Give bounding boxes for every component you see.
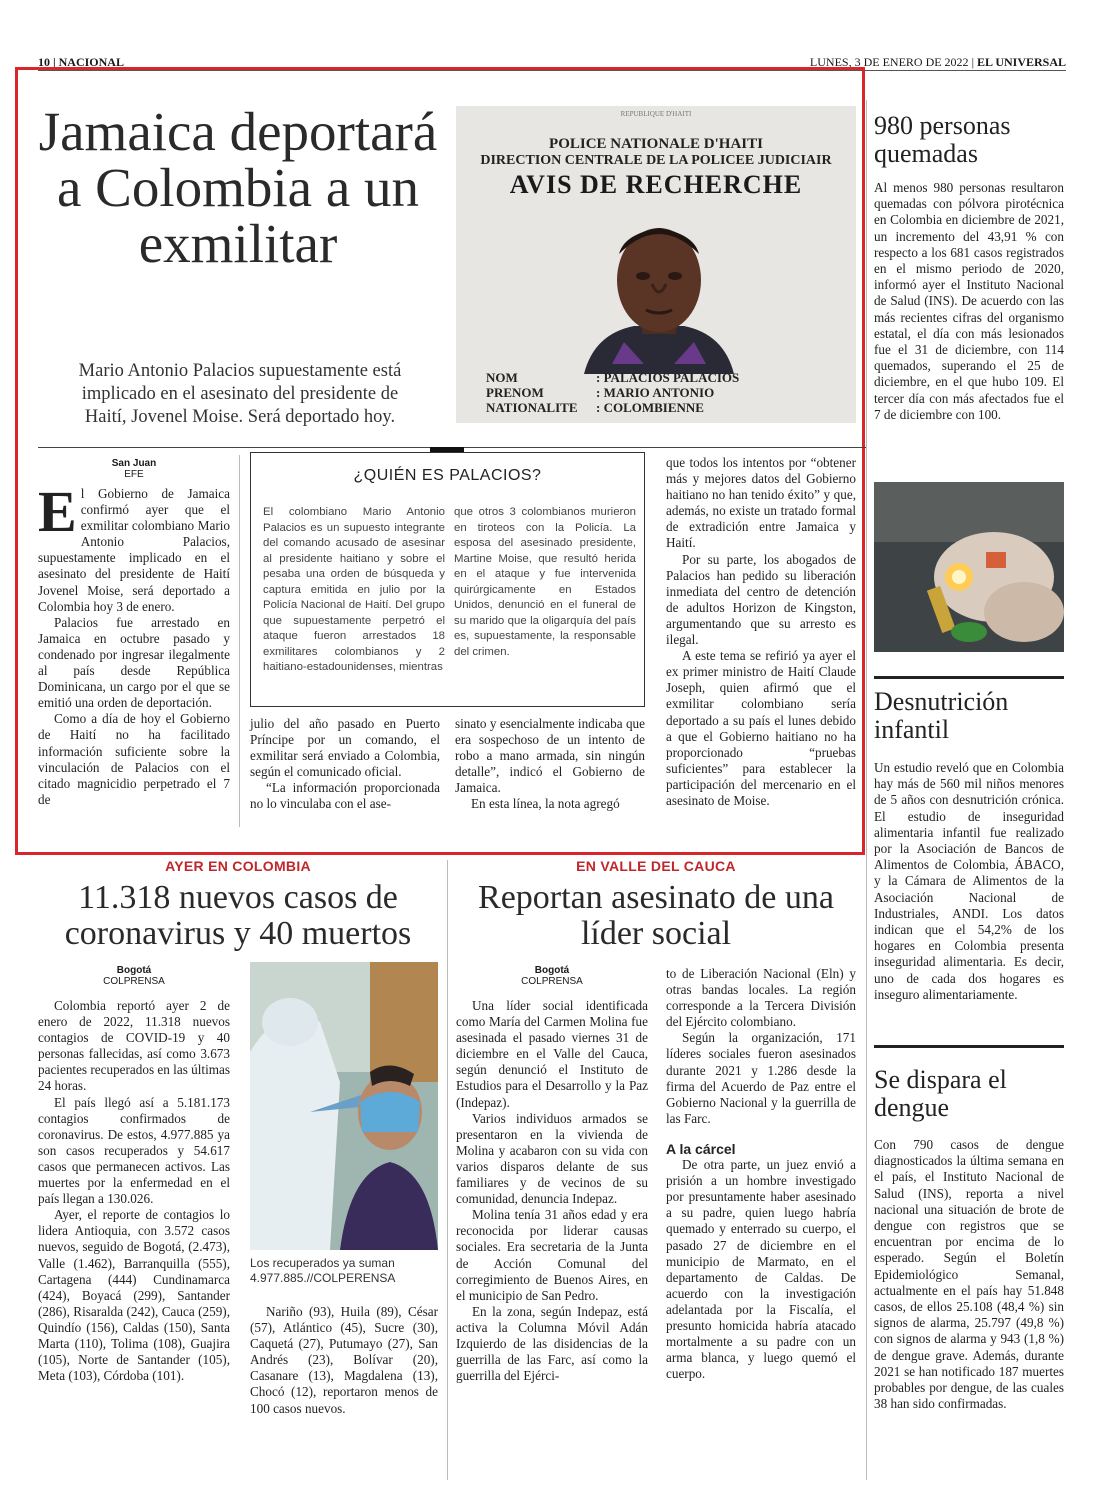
poster-row: NOM : PALACIOS PALACIOS	[486, 370, 740, 385]
valle-byline	[456, 965, 648, 987]
masthead-date-paper: LUNES, 3 DE ENERO DE 2022 | EL UNIVERSAL	[809, 55, 1066, 69]
paragraph: Colombia reportó ayer 2 de enero de 2022, 11.318 nuevos contagios de COVID-19 y 40 personas fallecidas, así como 3.673 pacientes recuperados en las últimas 24 horas.	[38, 998, 230, 1094]
paragraph: sinato y esencialmente indicaba que era sospechoso de un intento de robo a mano armada, sin ningún detalle”, indicó el Gobierno de Jamaica.	[455, 716, 645, 796]
byline-agency: EFE	[124, 469, 144, 480]
main-headline: Jamaica deportará a Colombia a un exmilitar	[38, 101, 438, 274]
poster-line-2: DIRECTION CENTRALE DE LA POLICEE JUDICIAIR	[480, 153, 832, 168]
poster-line-1: POLICE NATIONALE D'HAITI	[549, 136, 763, 152]
page-section: 10 | NACIONAL	[38, 55, 124, 69]
valle-column-2	[666, 966, 856, 1382]
covid-column-1	[38, 998, 230, 1384]
burns-headline: 980 personas quemadas	[874, 111, 1011, 168]
fireworks-hand-photo	[874, 482, 1064, 652]
paragraph: Molina tenía 31 años edad y era reconocida por liderar causas sociales. Era secretaria de la Junta de Acción Comunal del corregimiento de Buenos Aires, en el municipio de San Pedro.	[456, 1207, 648, 1303]
poster-data-rows	[486, 370, 846, 415]
byline-agency: COLPRENSA	[103, 976, 165, 987]
main-deck: Mario Antonio Palacios supuestamente está implicado en el asesinato del presidente de Haití, Jovenel Moise. Será deportado hoy.	[78, 361, 402, 427]
drop-cap: E	[38, 479, 77, 544]
right-separator	[874, 676, 1064, 679]
burns-text: Al menos 980 personas resultaron quemadas con pólvora pirotécnica en Colombia en diciembre de 2021, un incremento del 43,91 % con respecto a los 681 casos registrados en el mismo periodo de 2020, informó ayer el Instituto Nacional de Salud (INS). De acuerdo con las más recientes cifras del organismo estatal, el día con más lesionados fue el 31 de diciembre, con 114 quemados, superando el 25 de diciembre, en el que hubo 109. El tercer día con más afectados fue el 7 de diciembre con 100.	[874, 180, 1064, 422]
byline-agency: COLPRENSA	[521, 976, 583, 987]
box-column-1: El colombiano Mario Antonio Palacios es un supuesto integrante del comando acusado de asesinar al presidente haitiano y sobre el pesaba una orden de búsqueda y captura emitida en julio por la Policía Nacional de Haití. Del grupo que supuestamente perpetró el ataque fueron arrestados 18 exmilitares colombianos y 2 haitiano-estadounidenses, mientras	[263, 506, 445, 673]
dengue-text: Con 790 casos de dengue diagnosticados la última semana en el país, el Instituto Nacional de Salud (INS), reporta a nivel nacional una situación de brote de dengue con registros que se encuentran por encima de lo esperado. Según el Boletín Epidemiológico Semanal, actualmente en el país hay 51.848 casos, de ellos 25.108 (48,4 %) sin signos de alarma, 25.797 (49,8 %) con signos de alarma y 943 (1,8 %) de dengue grave. Además, durante 2021 se han notificado 187 muertes probables por dengue, de las cuales 38 han sido confirmadas.	[874, 1137, 1064, 1412]
valle-column-1	[456, 998, 648, 1384]
malnutrition-text: Un estudio reveló que en Colombia hay más de 560 mil niños menores de 5 años con desnutrición crónica. El estudio de inseguridad alimentaria infantil fue realizado por la Asociación de Bancos de Alimentos de Colombia, ÁBACO, y la Cámara de Alimentos de la Asociación Nacional de Industriales, ANDI. Los datos indican que el 54,2% de los hogares en Colombia presenta inseguridad alimentaria. Es decir, uno de cada dos hogares es inseguro alimentariamente.	[874, 760, 1064, 1002]
covid-kicker: AYER EN COLOMBIA	[165, 858, 311, 874]
paragraph: que todos los intentos por “obtener más y mejores datos del Gobierno haitiano no han tenido éxito” y que, además, no existe un tratado formal de extradición entre Jamaica y Haití.	[666, 455, 856, 551]
column-rule	[239, 455, 240, 827]
main-column-3	[455, 716, 645, 813]
issue-date: LUNES, 3 DE ENERO DE 2022	[809, 55, 969, 69]
covid-headline: 11.318 nuevos casos de coronavirus y 40 muertos	[64, 879, 412, 952]
wanted-poster-photo	[456, 106, 856, 423]
malnutrition-headline: Desnutrición infantil	[874, 687, 1009, 744]
byline-city: San Juan	[111, 458, 157, 469]
paragraph: Según la organización, 171 líderes sociales fueron asesinados durante 2021 y 1.286 desde la firma del Acuerdo de Paz entre el Gobierno Nacional y la guerrilla de las Farc.	[666, 1030, 856, 1126]
vaccination-photo	[250, 962, 438, 1250]
subheading: A la cárcel	[666, 1140, 736, 1157]
paragraph: “La información proporcionada no lo vinculaba con el ase-	[250, 780, 440, 812]
newspaper-name: EL UNIVERSAL	[976, 55, 1066, 69]
column-rule	[447, 860, 448, 1480]
paragraph: l Gobierno de Jamaica confirmó ayer que el exmilitar colombiano Mario Antonio Palacios, supuestamente implicado en el asesinato del presidente de Haití Jovenel Moise, será deportado a Colombia hoy 3 de enero.	[38, 486, 230, 614]
box-column-2: que otros 3 colombianos murieron en tiroteos con la Policía. La esposa del asesinado presidente, Martine Moise, que resultó herida en el ataque y fue intervenida quirúrgicamente en Estados Unidos, denunció en el funeral de su marido que la oligarquía del país es, supuestamente, la responsable del crimen.	[454, 506, 636, 658]
main-column-4	[666, 455, 856, 809]
paragraph: to de Liberación Nacional (Eln) y otras bandas locales. La región corresponde a la Tercera División del Ejército colombiano.	[666, 966, 856, 1030]
paragraph: Como a día de hoy el Gobierno de Haití no ha facilitado información suficiente sobre la vinculación de Palacios con el citado magnicidio perpetrado el 7 de	[38, 711, 230, 807]
main-byline	[38, 458, 230, 480]
covid-column-2	[250, 1304, 438, 1417]
paragraph: Varios individuos armados se presentaron en la vivienda de Molina y acabaron con su vida con varios disparos delante de sus familiares y de vecinos de su comunidad, denuncia Indepaz.	[456, 1110, 648, 1207]
paragraph: julio del año pasado en Puerto Príncipe por un comando, el exmilitar será enviado a Colombia, según el comunicado oficial.	[250, 716, 440, 780]
byline-city: Bogotá	[534, 965, 570, 976]
valle-kicker: EN VALLE DEL CAUCA	[576, 858, 736, 874]
mugshot-portrait	[574, 214, 744, 374]
covid-byline	[38, 965, 230, 987]
byline-city: Bogotá	[116, 965, 152, 976]
dengue-headline: Se dispara el dengue	[874, 1065, 1007, 1122]
vaccination-caption: Los recuperados ya suman 4.977.885.//COLPERENSA	[250, 1256, 396, 1285]
box-title: ¿QUIÉN ES PALACIOS?	[353, 467, 542, 484]
who-is-palacios-box	[250, 452, 645, 707]
main-column-2	[250, 716, 440, 813]
paragraph: En esta línea, la nota agregó	[471, 796, 620, 812]
paragraph: En la zona, según Indepaz, está activa la Columna Móvil Adán Izquierdo de las disidencias de la guerrilla de las Farc, así como la guerrilla del Ejérci-	[456, 1303, 648, 1384]
paragraph: Ayer, el reporte de contagios lo lidera Antioquia, con 3.572 casos nuevos, seguido de Bogotá, (2.473), Valle (1.462), Barranquilla (555), Cartagena (444) Cundinamarca (424), Boyacá (299), Santander (286), Risaralda (242), Cauca (259), Quindío (156), Caldas (150), Santa Marta (110), Tolima (108), Guajira (105), Norte de Santander (105), Meta (103), Córdoba (101).	[38, 1207, 230, 1384]
poster-line-3: AVIS DE RECHERCHE	[509, 170, 803, 199]
paragraph: Nariño (93), Huila (89), César (57), Atlántico (45), Sucre (30), Caquetá (27), Putumayo (27), San Andrés (23), Bolívar (20), Casanare (13), Magdalena (13), Chocó (12), reportaron menos de 100 casos nuevos.	[250, 1304, 438, 1416]
right-column-rule	[866, 100, 867, 1480]
right-separator	[874, 1045, 1064, 1048]
poster-row: NATIONALITE : COLOMBIENNE	[486, 400, 704, 415]
paragraph: A este tema se refirió ya ayer el ex primer ministro de Haití Claude Joseph, quien afirmó que el exmilitar colombiano sería deportado a su país el lunes debido a que el Gobierno haitiano no ha proporcionado “pruebas suficientes” para establecer la participación del mercenario en el asesinato de Moise.	[666, 648, 856, 808]
paragraph: El país llegó así a 5.181.173 contagios confirmados de coronavirus. De estos, 4.977.885 ya son casos recuperados y 54.617 casos que permanecen activos. Las muertes por la enfermedad en el país llegan a 130.026.	[38, 1094, 230, 1207]
paragraph: De otra parte, un juez envió a prisión a un hombre investigado por presuntamente haber asesinado a su padre, quien luego habría quemado y enterrado su cuerpo, el pasado 27 de diciembre en el municipio de Marmato, en el departamento de Caldas. De acuerdo con la investigación adelantada por la Fiscalía, el presunto homicida habría atacado mortalmente a su padre con un arma blanca, y luego quemó el cuerpo.	[666, 1157, 856, 1382]
paragraph: Una líder social identificada como María del Carmen Molina fue asesinada el pasado viernes 31 de diciembre en el Valle del Cauca, según denunció el Instituto de Estudios para el Desarrollo y la Paz (Indepaz).	[456, 998, 648, 1110]
paragraph: Por su parte, los abogados de Palacios han pedido su liberación inmediata del centro de detención de adultos Horizon de Kingston, argumentando que su arresto es ilegal.	[666, 551, 856, 648]
poster-header-small: REPUBLIQUE D'HAITI	[620, 110, 692, 118]
paragraph: Palacios fue arrestado en Jamaica en octubre pasado y condenado por ingresar ilegalmente al país desde República Dominicana, un cargo por el que se emitió una orden de deportación.	[38, 614, 230, 711]
valle-headline: Reportan asesinato de una líder social	[478, 879, 834, 952]
poster-row: PRENOM : MARIO ANTONIO	[486, 385, 715, 400]
main-column-1	[38, 479, 230, 808]
